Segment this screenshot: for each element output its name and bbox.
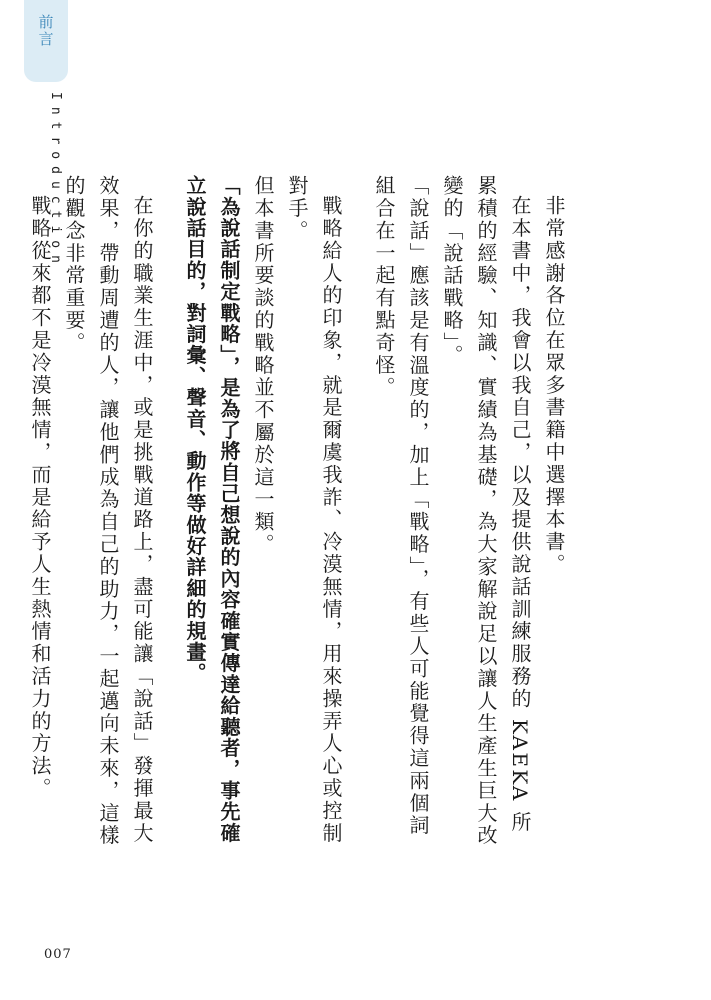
paragraph-1: 非常感謝各位在眾多書籍中選擇本書。	[542, 195, 566, 576]
paragraph-4: 戰略給人的印象，就是爾虞我詐、冷漠無情，用來操弄人心或控制對手。	[285, 175, 343, 845]
chapter-tab	[24, 0, 68, 82]
paragraph-3: 「說話」應該是有溫度的，加上「戰略」，有些人可能覺得這兩個詞組合在一起有點奇怪。	[372, 175, 430, 837]
paragraph-2: 在本書中，我會以我自己，以及提供說話訓練服務的 KAEKA 所累積的經驗、知識、實績為基礎，為大家解說足以讓人生產生巨大改變的「說話戰略」。	[440, 175, 532, 847]
chapter-tab-label: 前言	[36, 14, 55, 48]
body-text	[23, 175, 571, 855]
paragraph-6: 「為說話制定戰略」，是為了將自己想說的內容確實傳達給聽者，事先確立說話目的，對詞彙、聲音、動作等做好詳細的規畫。	[183, 175, 241, 844]
page-number: 007	[44, 947, 72, 962]
paragraph-8: 戰略從來都不是冷漠無情，而是給予人生熱情和活力的方法。	[28, 195, 52, 800]
paragraph-7: 在你的職業生涯中，或是挑戰道路上，盡可能讓「說話」發揮最大效果，帶動周遭的人，讓他們成為自己的助力，一起邁向未來，這樣的觀念非常重要。	[62, 175, 154, 847]
section-subtitle: Introduction	[48, 92, 63, 270]
paragraph-5: 但本書所要談的戰略並不屬於這一類。	[251, 175, 275, 556]
